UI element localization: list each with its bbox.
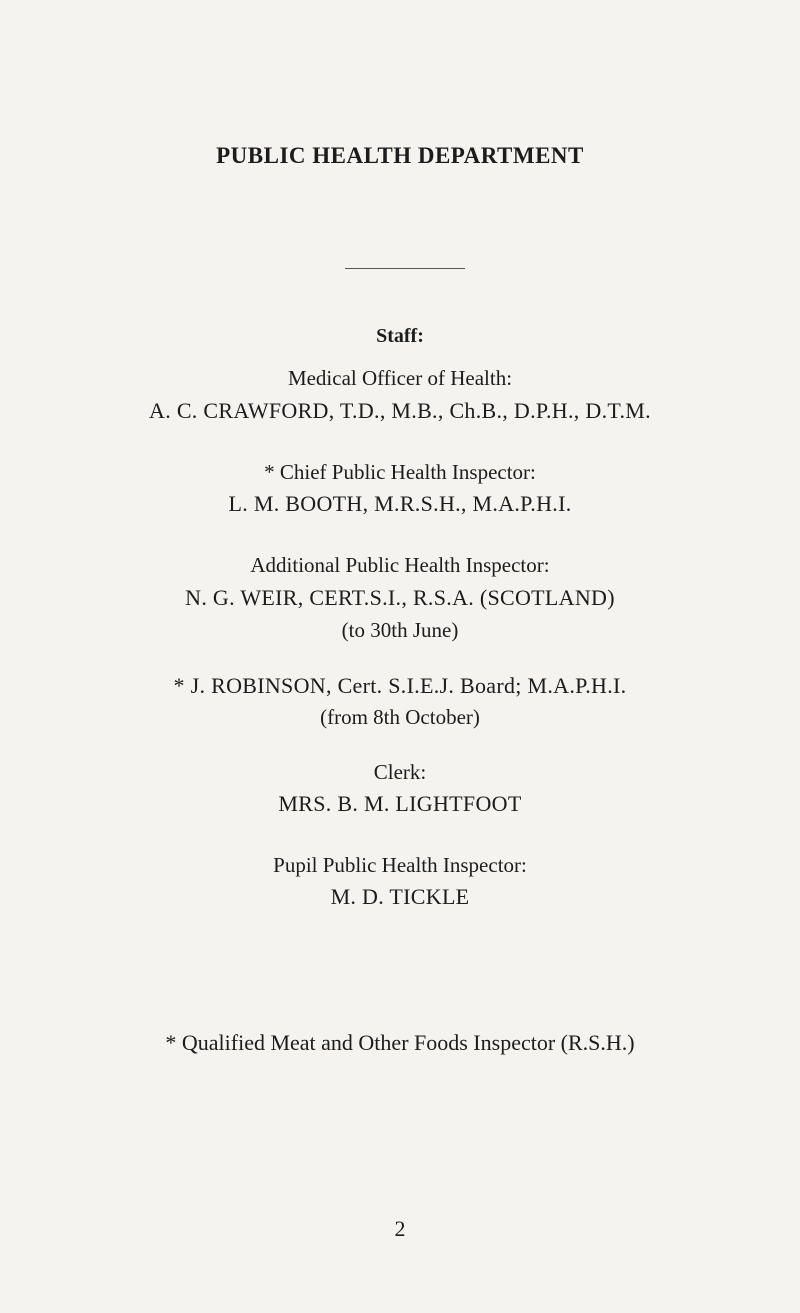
additional-inspector-role: Additional Public Health Inspector:	[250, 553, 550, 577]
chief-inspector-role: * Chief Public Health Inspector:	[264, 460, 536, 484]
additional-inspector-note-weir: (to 30th June)	[341, 618, 459, 642]
page-title: PUBLIC HEALTH DEPARTMENT	[216, 143, 584, 168]
pupil-inspector-name: M. D. TICKLE	[330, 884, 470, 909]
additional-inspector-name-weir: N. G. WEIR, CERT.S.I., R.S.A. (SCOTLAND)	[185, 585, 615, 610]
pupil-inspector-role: Pupil Public Health Inspector:	[273, 853, 527, 877]
chief-inspector-name: L. M. BOOTH, M.R.S.H., M.A.P.H.I.	[228, 491, 572, 516]
page-number: 2	[394, 1216, 406, 1241]
additional-inspector-note-robinson: (from 8th October)	[320, 705, 480, 729]
divider-rule	[345, 268, 465, 269]
medical-officer-name: A. C. CRAWFORD, T.D., M.B., Ch.B., D.P.H., D.T.M.	[149, 398, 651, 423]
clerk-role: Clerk:	[373, 760, 427, 784]
footnote: * Qualified Meat and Other Foods Inspector (R.S.H.)	[165, 1030, 635, 1055]
staff-heading: Staff:	[376, 325, 424, 347]
additional-inspector-name-robinson: * J. ROBINSON, Cert. S.I.E.J. Board; M.A.P.H.I.	[173, 673, 627, 698]
clerk-name: MRS. B. M. LIGHTFOOT	[278, 791, 522, 816]
medical-officer-role: Medical Officer of Health:	[287, 366, 513, 390]
